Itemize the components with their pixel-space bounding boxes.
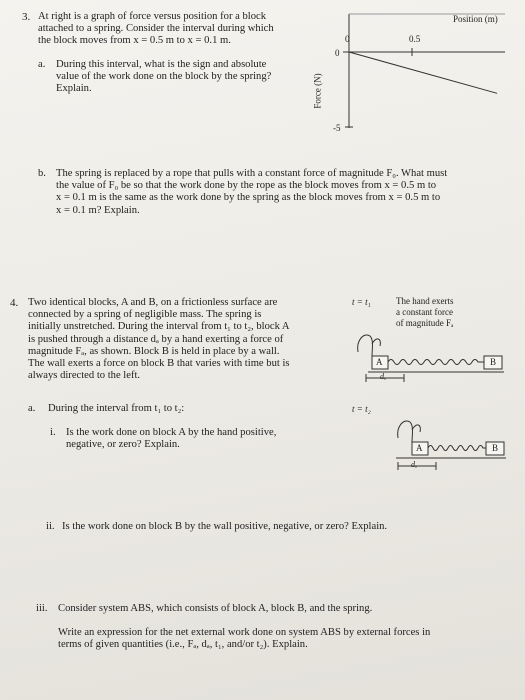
q3-part-a-line: Explain. (56, 83, 92, 95)
spring-t1 (388, 360, 484, 365)
question-4-line: The wall exerts a force on block B that varies with time but is (28, 358, 290, 370)
time-label-t2: t = t₂ (352, 404, 371, 414)
q3-part-a-line: value of the work done on the block by the spring? (56, 71, 272, 83)
spring-t2 (428, 446, 486, 451)
q4-part-iii-line: Write an expression for the net external work done on system ABS by external forces in (58, 627, 431, 638)
question-4-line: always directed to the left. (28, 370, 141, 382)
q4-part-a-label: a. (28, 403, 36, 414)
graph-x-tick-05: 0.5 (409, 34, 421, 44)
q4-part-iii-question (58, 627, 430, 651)
graph-y-title: Force (N) (312, 73, 323, 109)
q3-part-b-line: the value of F₀ be so that the work done by the rope as the block moves from x = 0.5 m to (56, 180, 437, 192)
block-b-label-t2: B (492, 443, 499, 453)
question-3-line: attached to a spring. Consider the interval during which (38, 23, 274, 35)
graph-x-tick-0: 0 (345, 34, 350, 44)
q4-part-i-line: Is the work done on block A by the hand positive, (66, 427, 277, 438)
hand-note-line: of magnitude Fₐ (396, 318, 454, 328)
question-4-number: 4. (10, 297, 19, 309)
question-3-line: At right is a graph of force versus position for a block (38, 11, 267, 22)
question-4-line: Two identical blocks, A and B, on a frictionless surface are (28, 297, 278, 308)
distance-label-t1: dₐ (380, 372, 387, 381)
q4-part-iii-text: Consider system ABS, which consists of block A, block B, and the spring. (58, 603, 373, 614)
question-4-line: connected by a spring of negligible mass. The spring is (28, 309, 262, 321)
hand-finger-t1 (372, 339, 380, 346)
hand-drawing-t1 (358, 335, 373, 356)
q3-part-b-line: x = 0.1 m is the same as the work done by the spring as the block moves from x = 0.5 m to (56, 192, 441, 204)
distance-label-t2: dₐ (411, 460, 418, 469)
time-label-t1: t = t₁ (352, 297, 371, 307)
question-4-line: initially unstretched. During the interval from t₁ to t₂, block A (28, 321, 290, 333)
graph-y-tick-0: 0 (335, 48, 340, 58)
question-3-number: 3. (22, 11, 31, 23)
q4-part-i-line: negative, or zero? Explain. (66, 439, 180, 451)
q3-part-b-line: The spring is replaced by a rope that pulls with a constant force of magnitude F₀. What must (56, 168, 448, 179)
q4-part-iii-line: terms of given quantities (i.e., Fₐ, dₐ, t₁, and/or t₂). Explain. (58, 639, 308, 651)
hand-drawing-t2 (398, 421, 413, 442)
hand-note-line: a constant force (396, 307, 453, 317)
graph-y-tick-neg5: -5 (333, 123, 341, 133)
q4-part-ii-label: ii. (46, 521, 55, 532)
q3-part-b-label: b. (38, 168, 46, 179)
q4-part-i-text (66, 427, 276, 451)
block-a-label-t1: A (376, 357, 383, 367)
q3-part-a-label: a. (38, 59, 46, 70)
graph-x-title: Position (m) (453, 14, 498, 24)
q4-part-a-intro: During the interval from t₁ to t₂: (48, 403, 185, 414)
q3-part-b-line: x = 0.1 m? Explain. (56, 204, 140, 216)
question-3-line: the block moves from x = 0.5 m to x = 0.1 m. (38, 35, 231, 47)
q4-part-ii-text: Is the work done on block B by the wall positive, negative, or zero? Explain. (62, 521, 388, 532)
q4-part-iii-label: iii. (36, 603, 48, 614)
hand-finger-t2 (412, 425, 420, 432)
q4-part-i-label: i. (50, 427, 56, 438)
q3-part-a-line: During this interval, what is the sign and absolute (56, 59, 267, 70)
block-b-label-t1: B (490, 357, 497, 367)
hand-note-line: The hand exerts (396, 296, 454, 306)
block-a-label-t2: A (416, 443, 423, 453)
question-4-line: is pushed through a distance dₐ by a hand exerting a force of (28, 333, 284, 345)
question-4-line: magnitude Fₐ, as shown. Block B is held in place by a wall. (28, 345, 280, 357)
